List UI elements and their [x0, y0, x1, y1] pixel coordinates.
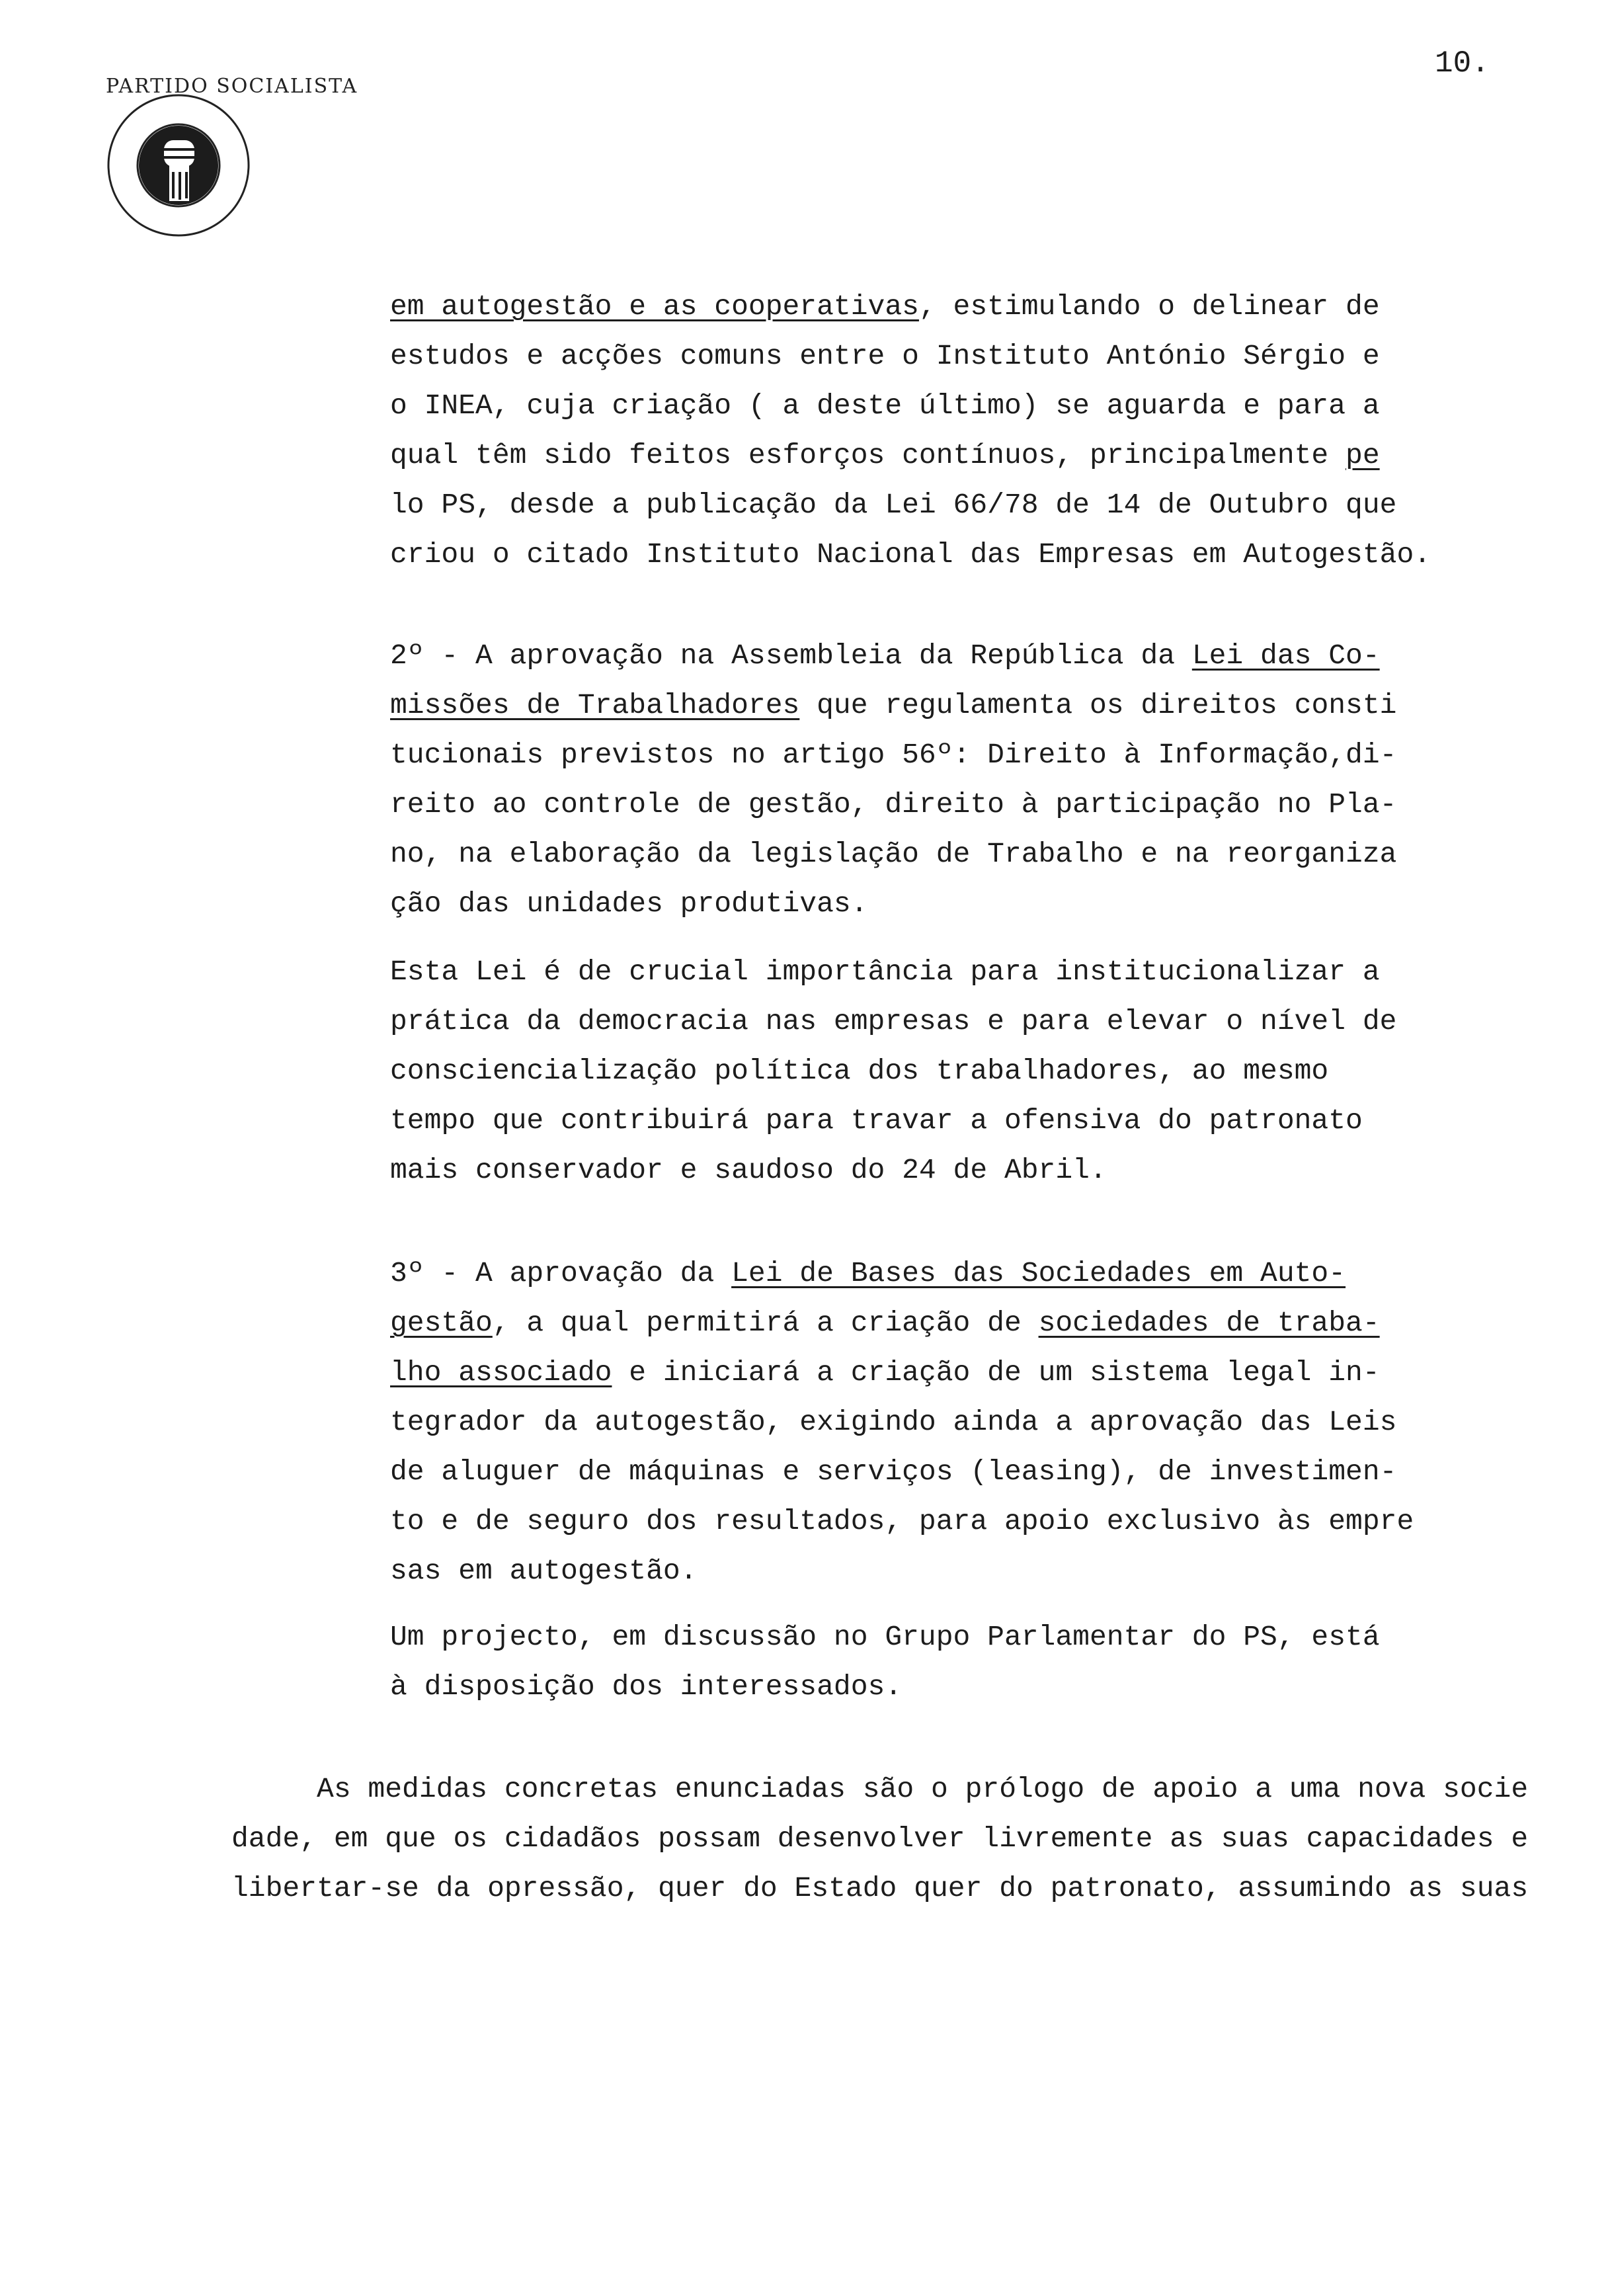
raised-fist-icon: [139, 126, 218, 205]
text-run: estudos e acções comuns entre o Instituto António Sérgio e: [390, 340, 1380, 372]
text-run: Lei das Co-: [1191, 639, 1380, 672]
text-line: [390, 1151, 1107, 1190]
text-run: to e de seguro dos resultados, para apoio exclusivo às empre: [390, 1505, 1414, 1538]
text-run: o INEA, cuja criação ( a deste último) se aguarda e para a: [390, 390, 1380, 422]
text-run: no, na elaboração da legislação de Trabalho e na reorganiza: [390, 838, 1397, 870]
text-run: Lei de Bases das Sociedades em Auto-: [731, 1257, 1346, 1290]
text-line: [231, 1869, 1528, 1908]
text-line: [390, 884, 868, 924]
text-line: [390, 952, 1380, 992]
text-line: [390, 386, 1380, 426]
text-line: [390, 337, 1380, 376]
text-run: reito ao controle de gestão, direito à participação no Pla-: [390, 788, 1397, 821]
text-line: [390, 636, 1380, 676]
text-line: [390, 1502, 1414, 1541]
text-run: e iniciará a criação de um sistema legal in-: [612, 1356, 1380, 1389]
text-run: sociedades de traba-: [1038, 1307, 1380, 1339]
text-run: qual têm sido feitos esforços contínuos, principalmente: [390, 439, 1346, 472]
text-run: em autogestão e as cooperativas: [390, 290, 919, 323]
text-run: consciencialização política dos trabalhadores, ao mesmo: [390, 1055, 1329, 1087]
text-run: dade, em que os cidadãos possam desenvolver livremente as suas capacidades e: [231, 1823, 1529, 1855]
text-run: gestão: [390, 1307, 493, 1339]
text-run: pe: [1346, 439, 1380, 472]
text-run: tucionais previstos no artigo 56º: Direito à Informação,di-: [390, 739, 1397, 771]
text-line: [390, 1002, 1396, 1042]
text-run: tegrador da autogestão, exigindo ainda a aprovação das Leis: [390, 1406, 1397, 1438]
text-run: lo PS, desde a publicação da Lei 66/78 de 14 de Outubro que: [390, 489, 1397, 521]
logo-text: PARTIDO SOCIALISTA: [106, 75, 358, 98]
text-run: libertar-se da opressão, quer do Estado quer do patronato, assumindo as suas: [231, 1872, 1529, 1905]
text-line: [390, 1452, 1396, 1492]
text-line: [390, 1667, 902, 1707]
text-line: [390, 1551, 697, 1591]
text-line: [390, 1618, 1380, 1657]
text-line: [231, 1819, 1528, 1859]
text-line: [390, 436, 1380, 475]
partido-socialista-logo: [106, 75, 358, 238]
text-run: prática da democracia nas empresas e para elevar o nível de: [390, 1005, 1397, 1038]
text-run: Um projecto, em discussão no Grupo Parlamentar do PS, está: [390, 1621, 1380, 1653]
text-line: [231, 1770, 1528, 1809]
text-run: de aluguer de máquinas e serviços (leasing), de investimen-: [390, 1456, 1397, 1488]
text-run: missões de Trabalhadores: [390, 689, 800, 721]
text-run: à disposição dos interessados.: [390, 1670, 903, 1703]
text-line: [390, 287, 1380, 327]
text-run: As medidas concretas enunciadas são o prólogo de apoio a uma nova socie: [231, 1773, 1529, 1805]
text-line: [390, 835, 1396, 874]
text-run: , estimulando o delinear de: [918, 290, 1380, 323]
text-run: , a qual permitirá a criação de: [492, 1307, 1039, 1339]
text-line: [390, 535, 1431, 575]
text-run: lho associado: [390, 1356, 612, 1389]
text-line: [390, 686, 1396, 725]
text-run: ção das unidades produtivas.: [390, 887, 868, 920]
text-run: que regulamenta os direitos consti: [799, 689, 1397, 721]
text-line: [390, 1051, 1328, 1091]
text-line: [390, 1101, 1363, 1141]
text-line: [390, 1303, 1380, 1343]
text-run: Esta Lei é de crucial importância para institucionalizar a: [390, 956, 1380, 988]
text-line: [390, 785, 1396, 825]
text-line: [390, 1254, 1346, 1293]
text-run: 3º - A aprovação da: [390, 1257, 732, 1290]
text-run: tempo que contribuirá para travar a ofensiva do patronato: [390, 1104, 1363, 1137]
text-line: [390, 485, 1396, 525]
page-number: 10.: [1435, 46, 1490, 81]
text-line: [390, 735, 1396, 775]
text-run: criou o citado Instituto Nacional das Empresas em Autogestão.: [390, 538, 1431, 571]
text-run: mais conservador e saudoso do 24 de Abril.: [390, 1154, 1107, 1186]
text-run: 2º - A aprovação na Assembleia da República da: [390, 639, 1192, 672]
text-line: [390, 1353, 1380, 1393]
text-run: sas em autogestão.: [390, 1555, 698, 1587]
text-line: [390, 1403, 1396, 1442]
